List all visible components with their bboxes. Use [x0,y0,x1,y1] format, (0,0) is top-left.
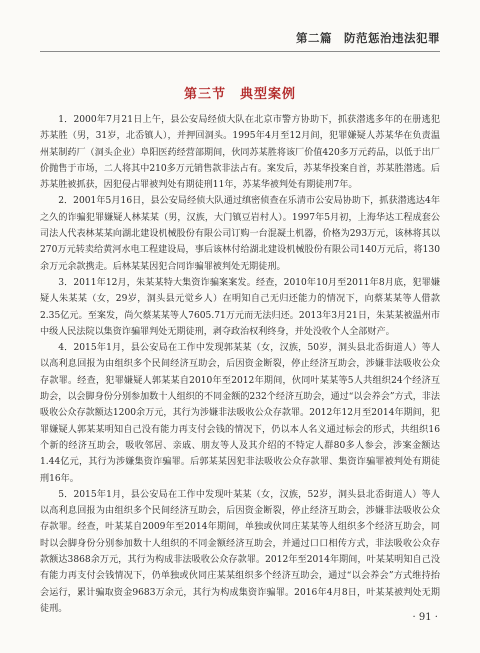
case-paragraph-3: 3．2011年12月，朱某某特大集资诈骗案案发。经查，2010年10月至2011年8月底，犯罪嫌疑人朱某某（女，29岁，洞头县元觉乡人）在明知自己无归还能力的情况下，向蔡某某等人借款2.35亿元。至案发，尚欠蔡某某等人7605.71万元而无法归还。2013年3月21日，朱某某被温州市中级人民法院以集资诈骗罪判处无期徒刑，剥夺政治权利终身，并处没收个人全部财产。 [40,277,440,337]
page-number: · 91 · [412,612,438,623]
case-paragraph-4: 4．2015年1月，县公安局在工作中发现郭某某（女，汉族，50岁，洞头县北岙街道人）等人以高利息回报为由组织多个民间经济互助会，后因资金断裂，停止经济互助会，涉嫌非法吸收公众存款罪。经查，犯罪嫌疑人郭某某自2010年至2012年期间，伙同叶某某等5人共组织24个经济互助会，以会脚身份分别参加数十人组织的不同金额的232个经济互助会，通过“以会养会”方式，非法吸收公众存款额达1200余万元，其行为涉嫌非法吸收公众存款罪。2012年12月至2014年期间，犯罪嫌疑人郭某某明知自己没有能力再支付会钱的情况下，仍以本人名义通过标会的形式，共组织16个新的经济互助会，吸收邻居、亲戚、朋友等人及其介绍的不特定人群80多人参会，涉案金额达1.44亿元，其行为涉嫌集资诈骗罪。后郭某某因犯非法吸收公众存款罪、集资诈骗罪被判处有期徒刑16年。 [40,343,440,484]
header-rule [40,51,440,52]
section-title: 第三节 典型案例 [183,87,296,102]
case-paragraph-5: 5．2015年1月，县公安局在工作中发现叶某某（女，汉族，52岁，洞头县北岙街道人）等人以高利息回报为由组织多个民间经济互助会，后因资金断裂，停止经济互助会，涉嫌非法吸收公众存款罪。经查，叶某某自2009年至2014年期间，单独或伙同庄某某等人组织多个经济互助会，同时以会脚身份分别参加数十人组织的不同金额经济互助会，并通过口口相传方式，非法吸收公众存款额达3868余万元，其行为构成非法吸收公众存款罪。2012年至2014年期间，叶某某明知自己没有能力再支付会钱情况下，仍单独或伙同庄某某组织多个经济互助会，通过“以会养会”方式维持抬会运行，累计骗取资金9683万余元，其行为构成集资诈骗罪。2016年4月8日，叶某某被判处无期徒刑。 [40,489,440,614]
case-paragraph-2: 2．2001年5月16日，县公安局经侦大队通过缜密侦查在乐清市公安局协助下，抓获潜逃达4年之久的诈骗犯罪嫌疑人林某某（男，汉族，大门镇豆岩村人）。1997年5月初，上海华达工程成套公司法人代表林某某向湖北建设机械股份有限公司订购一台混凝土机器，价格为293万元，该林将其以270万元转卖给黄河水电工程建设局，事后该林付给湖北建设机械股份有限公司140万元后，将130余万元余款携走。后林某某因犯合同诈骗罪被判处无期徒刑。 [40,196,440,272]
case-paragraph-1: 1．2000年7月21日上午，县公安局经侦大队在北京市警方协助下，抓获潜逃多年的在册逃犯苏某胜（男，31岁，北岙镇人），并押回洞头。1995年4月至12月间，犯罪嫌疑人苏某华在负责温州某制药厂（洞头企业）阜阳医药经营部期间，伙同苏某胜将该厂价值420多万元药品，以低于出厂价抛售于市场，二人将其中210多万元销售款非法占有。案发后，苏某华投案自首，苏某胜潜逃。后苏某胜被抓获，因犯侵占罪被判处有期徒刑11年，苏某华被判处有期徒刑7年。 [40,115,440,191]
body-text [40,112,440,617]
running-header-title: 第二篇 防范惩治违法犯罪 [296,31,440,45]
running-header [40,30,440,50]
